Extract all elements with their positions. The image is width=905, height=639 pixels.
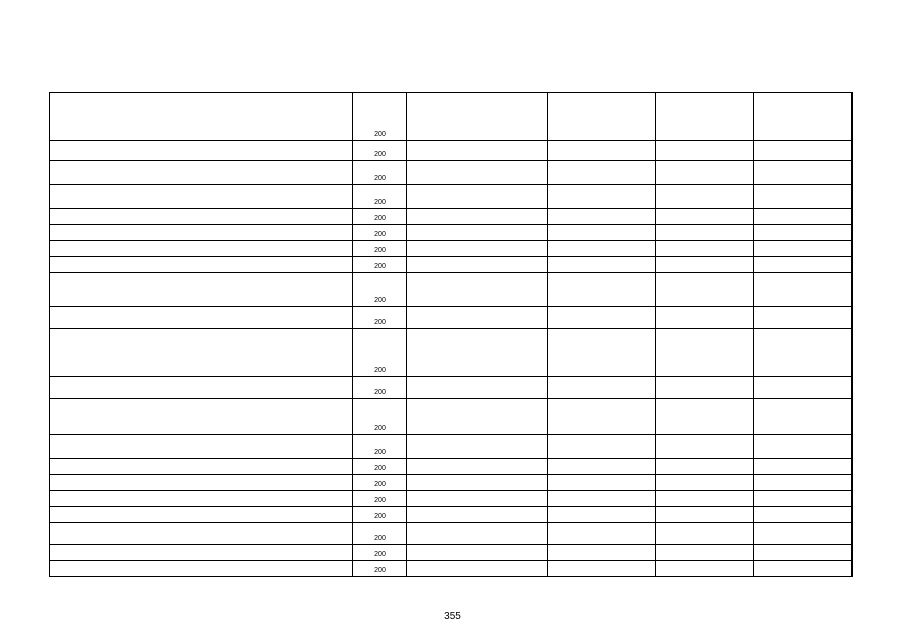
cell-kbk	[407, 161, 548, 185]
table-row	[50, 475, 852, 491]
cell-kbk	[407, 257, 548, 273]
cell-value-1	[548, 307, 656, 329]
cell-value-3	[754, 435, 852, 459]
cell-code: 200	[353, 161, 407, 185]
cell-kbk	[407, 377, 548, 399]
table-row	[50, 185, 852, 209]
cell-code: 200	[353, 475, 407, 491]
cell-value-1	[548, 225, 656, 241]
table-row	[50, 241, 852, 257]
cell-value-2	[656, 141, 754, 161]
cell-value-1	[548, 545, 656, 561]
table-row	[50, 491, 852, 507]
cell-code: 200	[353, 329, 407, 377]
cell-value-3	[754, 241, 852, 257]
cell-kbk	[407, 399, 548, 435]
table-row	[50, 225, 852, 241]
cell-value-2	[656, 377, 754, 399]
cell-value-1	[548, 377, 656, 399]
cell-code: 200	[353, 307, 407, 329]
cell-name	[50, 435, 353, 459]
cell-value-3	[754, 377, 852, 399]
budget-table-body	[50, 93, 852, 577]
table-row	[50, 377, 852, 399]
cell-value-1	[548, 93, 656, 141]
page-number: 355	[444, 611, 461, 622]
cell-code: 200	[353, 185, 407, 209]
cell-kbk	[407, 185, 548, 209]
cell-name	[50, 93, 353, 141]
cell-value-1	[548, 141, 656, 161]
table-row	[50, 257, 852, 273]
table-row	[50, 141, 852, 161]
cell-kbk	[407, 523, 548, 545]
cell-value-1	[548, 491, 656, 507]
cell-value-2	[656, 93, 754, 141]
cell-code: 200	[353, 561, 407, 577]
cell-name	[50, 475, 353, 491]
cell-value-1	[548, 185, 656, 209]
cell-value-1	[548, 241, 656, 257]
cell-value-3	[754, 459, 852, 475]
cell-kbk	[407, 209, 548, 225]
cell-kbk	[407, 459, 548, 475]
cell-value-3	[754, 523, 852, 545]
cell-code: 200	[353, 209, 407, 225]
cell-kbk	[407, 141, 548, 161]
cell-value-2	[656, 561, 754, 577]
cell-code: 200	[353, 523, 407, 545]
cell-value-3	[754, 329, 852, 377]
cell-value-2	[656, 225, 754, 241]
table-row	[50, 93, 852, 141]
cell-value-3	[754, 545, 852, 561]
cell-code: 200	[353, 93, 407, 141]
cell-value-1	[548, 475, 656, 491]
cell-value-1	[548, 257, 656, 273]
cell-name	[50, 329, 353, 377]
cell-name	[50, 161, 353, 185]
cell-value-3	[754, 273, 852, 307]
cell-kbk	[407, 475, 548, 491]
cell-value-3	[754, 399, 852, 435]
cell-name	[50, 545, 353, 561]
cell-value-2	[656, 273, 754, 307]
cell-value-1	[548, 273, 656, 307]
cell-name	[50, 307, 353, 329]
cell-code: 200	[353, 399, 407, 435]
cell-value-3	[754, 507, 852, 523]
cell-kbk	[407, 273, 548, 307]
cell-value-3	[754, 225, 852, 241]
cell-kbk	[407, 507, 548, 523]
table-row	[50, 307, 852, 329]
cell-code: 200	[353, 377, 407, 399]
cell-value-2	[656, 329, 754, 377]
table-row	[50, 545, 852, 561]
cell-name	[50, 507, 353, 523]
cell-name	[50, 257, 353, 273]
cell-value-2	[656, 161, 754, 185]
cell-value-1	[548, 209, 656, 225]
cell-kbk	[407, 329, 548, 377]
cell-code: 200	[353, 257, 407, 273]
cell-name	[50, 561, 353, 577]
cell-value-3	[754, 161, 852, 185]
cell-value-1	[548, 561, 656, 577]
table-row	[50, 523, 852, 545]
cell-value-2	[656, 307, 754, 329]
cell-value-2	[656, 241, 754, 257]
cell-value-3	[754, 209, 852, 225]
cell-value-3	[754, 141, 852, 161]
table-row	[50, 435, 852, 459]
cell-value-3	[754, 561, 852, 577]
cell-kbk	[407, 241, 548, 257]
cell-value-3	[754, 185, 852, 209]
cell-name	[50, 141, 353, 161]
cell-code: 200	[353, 273, 407, 307]
cell-kbk	[407, 491, 548, 507]
cell-value-2	[656, 523, 754, 545]
cell-value-1	[548, 399, 656, 435]
cell-value-3	[754, 307, 852, 329]
table-row	[50, 209, 852, 225]
cell-name	[50, 459, 353, 475]
cell-code: 200	[353, 141, 407, 161]
cell-code: 200	[353, 435, 407, 459]
table-row	[50, 273, 852, 307]
cell-name	[50, 377, 353, 399]
cell-value-1	[548, 435, 656, 459]
table-row	[50, 161, 852, 185]
cell-value-1	[548, 459, 656, 475]
cell-value-2	[656, 185, 754, 209]
cell-value-1	[548, 523, 656, 545]
budget-table	[49, 92, 853, 577]
table-row	[50, 329, 852, 377]
cell-value-1	[548, 161, 656, 185]
cell-value-2	[656, 507, 754, 523]
cell-name	[50, 399, 353, 435]
table-row	[50, 399, 852, 435]
cell-value-2	[656, 435, 754, 459]
cell-value-2	[656, 545, 754, 561]
cell-code: 200	[353, 545, 407, 561]
cell-kbk	[407, 225, 548, 241]
cell-kbk	[407, 307, 548, 329]
cell-value-3	[754, 93, 852, 141]
cell-value-2	[656, 491, 754, 507]
cell-kbk	[407, 561, 548, 577]
cell-kbk	[407, 545, 548, 561]
cell-kbk	[407, 435, 548, 459]
table-row	[50, 507, 852, 523]
cell-name	[50, 225, 353, 241]
cell-name	[50, 185, 353, 209]
cell-value-3	[754, 257, 852, 273]
table-row	[50, 561, 852, 577]
cell-value-2	[656, 399, 754, 435]
cell-value-3	[754, 491, 852, 507]
cell-name	[50, 241, 353, 257]
table-row	[50, 459, 852, 475]
cell-value-2	[656, 209, 754, 225]
cell-code: 200	[353, 241, 407, 257]
cell-name	[50, 209, 353, 225]
cell-value-3	[754, 475, 852, 491]
cell-name	[50, 273, 353, 307]
cell-value-2	[656, 475, 754, 491]
cell-code: 200	[353, 459, 407, 475]
cell-value-1	[548, 329, 656, 377]
cell-value-2	[656, 459, 754, 475]
cell-code: 200	[353, 507, 407, 523]
cell-name	[50, 491, 353, 507]
cell-value-1	[548, 507, 656, 523]
cell-name	[50, 523, 353, 545]
cell-code: 200	[353, 225, 407, 241]
cell-kbk	[407, 93, 548, 141]
cell-value-2	[656, 257, 754, 273]
cell-code: 200	[353, 491, 407, 507]
